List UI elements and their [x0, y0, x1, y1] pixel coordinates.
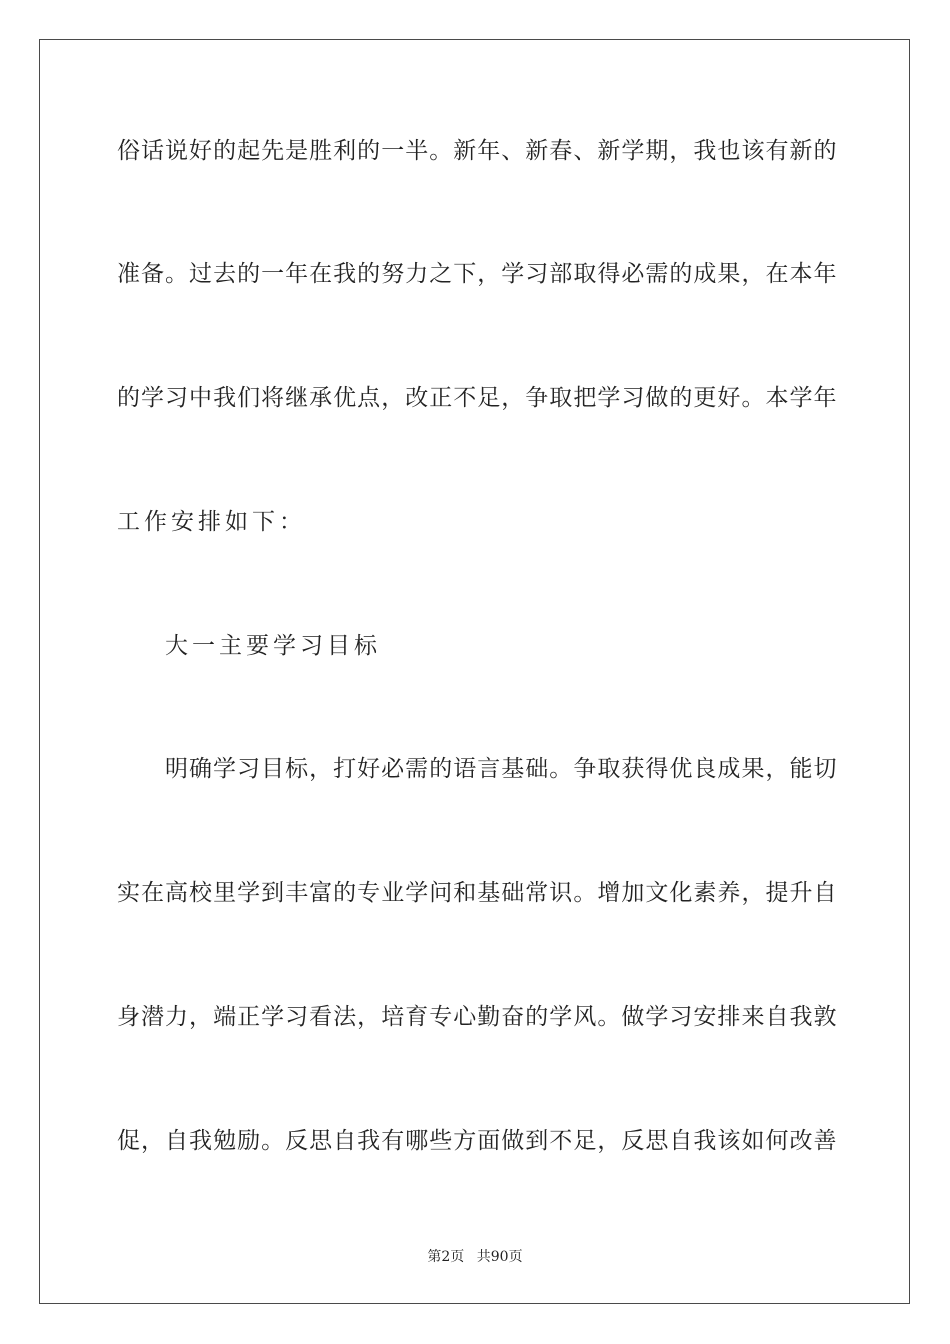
body-text-line: 准备。过去的一年在我的努力之下，学习部取得必需的成果，在本年 — [117, 261, 837, 287]
section-heading: 大一主要学习目标 — [165, 633, 381, 659]
page-footer — [0, 1247, 950, 1267]
body-text-line: 促，自我勉励。反思自我有哪些方面做到不足，反思自我该如何改善 — [117, 1128, 837, 1154]
body-text-line: 工作安排如下： — [117, 509, 306, 535]
body-text-line: 的学习中我们将继承优点，改正不足，争取把学习做的更好。本学年 — [117, 385, 837, 411]
page-number: 第2页 — [427, 1249, 465, 1265]
body-text-line: 身潜力，端正学习看法，培育专心勤奋的学风。做学习安排来自我敦 — [117, 1004, 837, 1030]
body-text-line: 实在高校里学到丰富的专业学问和基础常识。增加文化素养，提升自 — [117, 880, 837, 906]
page-total: 共90页 — [476, 1249, 523, 1265]
body-text-line: 明确学习目标，打好必需的语言基础。争取获得优良成果，能切 — [165, 756, 837, 782]
body-text-line: 俗话说好的起先是胜利的一半。新年、新春、新学期，我也该有新的 — [117, 138, 837, 164]
page-frame — [39, 39, 910, 1304]
